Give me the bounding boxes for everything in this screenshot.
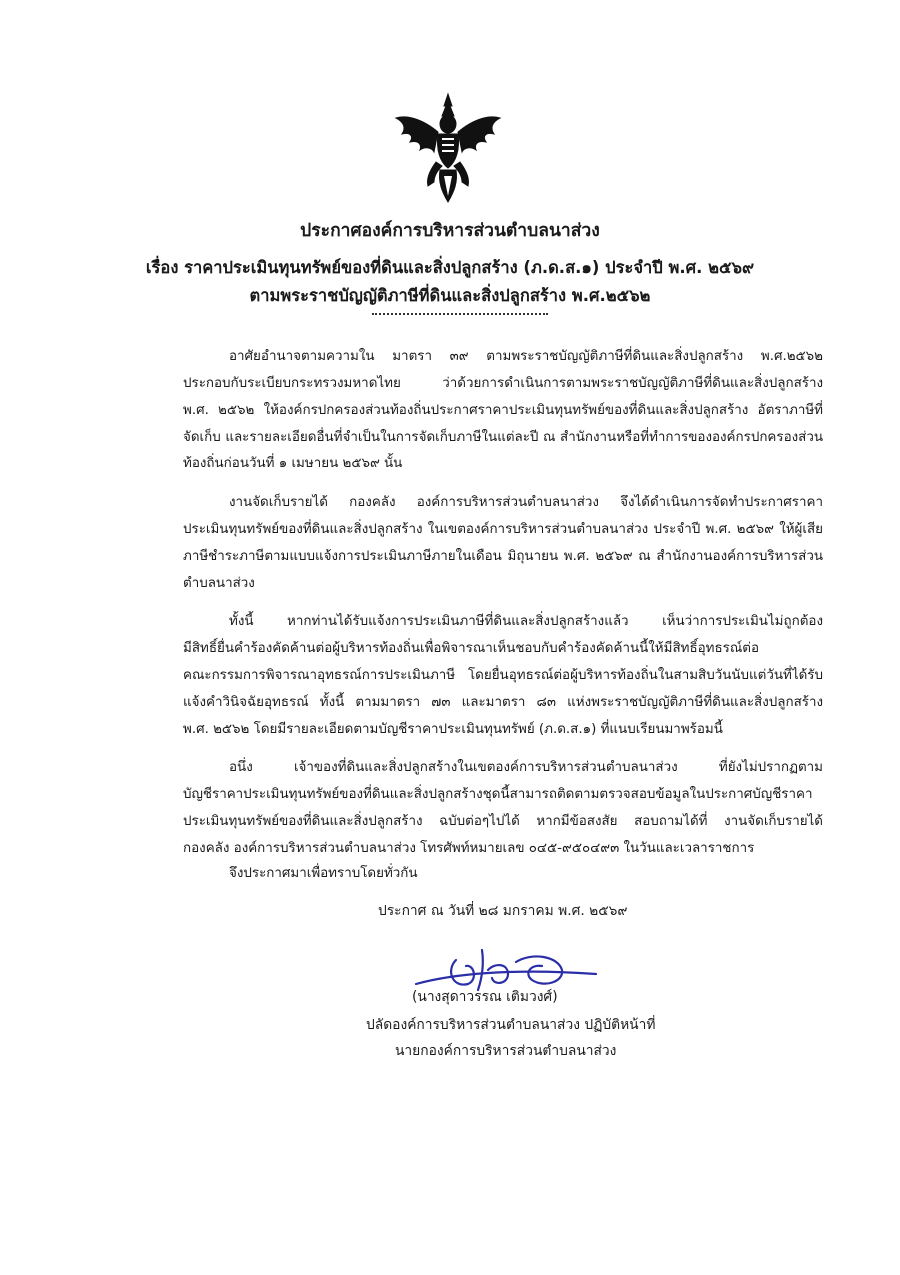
body-line: พ.ศ. ๒๕๖๒ ให้องค์กรปกครองส่วนท้องถิ่นประกาศราคาประเมินทุนทรัพย์ของที่ดินและสิ่งปลูกสร้าง อัตราภาษีที่ — [183, 403, 823, 418]
announcement-subject-line2: ตามพระราชบัญญัติภาษีที่ดินและสิ่งปลูกสร้าง พ.ศ.๒๕๖๒ — [249, 286, 651, 305]
body-line: มีสิทธิ์ยื่นคำร้องคัดค้านต่อผู้บริหารท้องถิ่นเพื่อพิจารณาเห็นชอบกับคำร้องคัดค้านนี้ให้มีสิทธิ์อุทธรณ์ต่อ — [183, 641, 760, 656]
dotted-separator — [372, 313, 548, 315]
body-line: พ.ศ. ๒๕๖๒ โดยมีรายละเอียดตามบัญชีราคาประเมินทุนทรัพย์ (ภ.ด.ส.๑) ที่แนบเรียนมาพร้อมนี้ — [183, 722, 723, 737]
announcement-date: ประกาศ ณ วันที่ ๒๘ มกราคม พ.ศ. ๒๕๖๙ — [378, 903, 628, 919]
body-line: บัญชีราคาประเมินทุนทรัพย์ของที่ดินและสิ่งปลูกสร้างชุดนี้สามารถติดตามตรวจสอบข้อมูลในประกาศบัญชีราคา — [183, 787, 813, 802]
body-line: จัดเก็บ และรายละเอียดอื่นที่จำเป็นในการจัดเก็บภาษีในแต่ละปี ณ สำนักงานหรือที่ทำการขององค์กรปกครองส่วน — [183, 430, 823, 445]
body-line: ภาษีชำระภาษีตามแบบแจ้งการประเมินภาษีภายในเดือน มิถุนายน พ.ศ. ๒๕๖๙ ณ สำนักงานองค์การบริหารส่วน — [183, 549, 823, 564]
body-line: ตำบลนาส่วง — [183, 576, 255, 591]
body-line: อนึ่ง เจ้าของที่ดินและสิ่งปลูกสร้างในเขตองค์การบริหารส่วนตำบลนาส่วง ที่ยังไม่ปรากฏตาม — [229, 760, 823, 775]
body-line: ประเมินทุนทรัพย์ของที่ดินและสิ่งปลูกสร้าง ในเขตองค์การบริหารส่วนตำบลนาส่วง ประจำปี พ.ศ. ๒๕๖๙ ให้ผู้เสีย — [183, 522, 823, 537]
signer-name: (นางสุดาวรรณ เติมวงศ์) — [412, 989, 558, 1005]
body-line: คณะกรรมการพิจารณาอุทธรณ์การประเมินภาษี โดยยื่นอุทธรณ์ต่อผู้บริหารท้องถิ่นในสามสิบวันนับแต่วันที่ได้รับ — [183, 668, 823, 683]
announcement-title: ประกาศองค์การบริหารส่วนตำบลนาส่วง — [300, 221, 600, 241]
signer-position: ปลัดองค์การบริหารส่วนตำบลนาส่วง ปฏิบัติหน้าที่ — [366, 1017, 656, 1033]
body-line: อาศัยอำนาจตามความใน มาตรา ๓๙ ตามพระราชบัญญัติภาษีที่ดินและสิ่งปลูกสร้าง พ.ศ.๒๕๖๒ — [229, 349, 823, 364]
body-line: ประเมินทุนทรัพย์ของที่ดินและสิ่งปลูกสร้าง ฉบับต่อๆไปได้ หากมีข้อสงสัย สอบถามได้ที่ งานจัดเก็บรายได้ — [183, 814, 823, 829]
body-line: ท้องถิ่นก่อนวันที่ ๑ เมษายน ๒๕๖๙ นั้น — [183, 456, 403, 471]
signer-acting-position: นายกองค์การบริหารส่วนตำบลนาส่วง — [395, 1043, 617, 1059]
closing-line: จึงประกาศมาเพื่อทราบโดยทั่วกัน — [229, 866, 418, 881]
body-line: ทั้งนี้ หากท่านได้รับแจ้งการประเมินภาษีที่ดินและสิ่งปลูกสร้างแล้ว เห็นว่าการประเมินไม่ถูกต้อง — [229, 614, 823, 629]
body-line: แจ้งคำวินิจฉัยอุทธรณ์ ทั้งนี้ ตามมาตรา ๗๓ และมาตรา ๘๓ แห่งพระราชบัญญัติภาษีที่ดินและสิ่งปลูกสร้าง — [183, 695, 823, 710]
body-line: ประกอบกับระเบียบกระทรวงมหาดไทย ว่าด้วยการดำเนินการตามพระราชบัญญัติภาษีที่ดินและสิ่งปลูกสร้าง — [183, 376, 823, 391]
announcement-subject: เรื่อง ราคาประเมินทุนทรัพย์ของที่ดินและสิ่งปลูกสร้าง (ภ.ด.ส.๑) ประจำปี พ.ศ. ๒๕๖๙ — [145, 258, 755, 277]
body-line: กองคลัง องค์การบริหารส่วนตำบลนาส่วง โทรศัพท์หมายเลข ๐๔๕-๙๕๐๔๙๓ ในวันและเวลาราชการ — [183, 841, 755, 856]
body-line: งานจัดเก็บรายได้ กองคลัง องค์การบริหารส่วนตำบลนาส่วง จึงได้ดำเนินการจัดทำประกาศราคา — [229, 495, 823, 510]
garuda-emblem-icon — [392, 92, 504, 204]
